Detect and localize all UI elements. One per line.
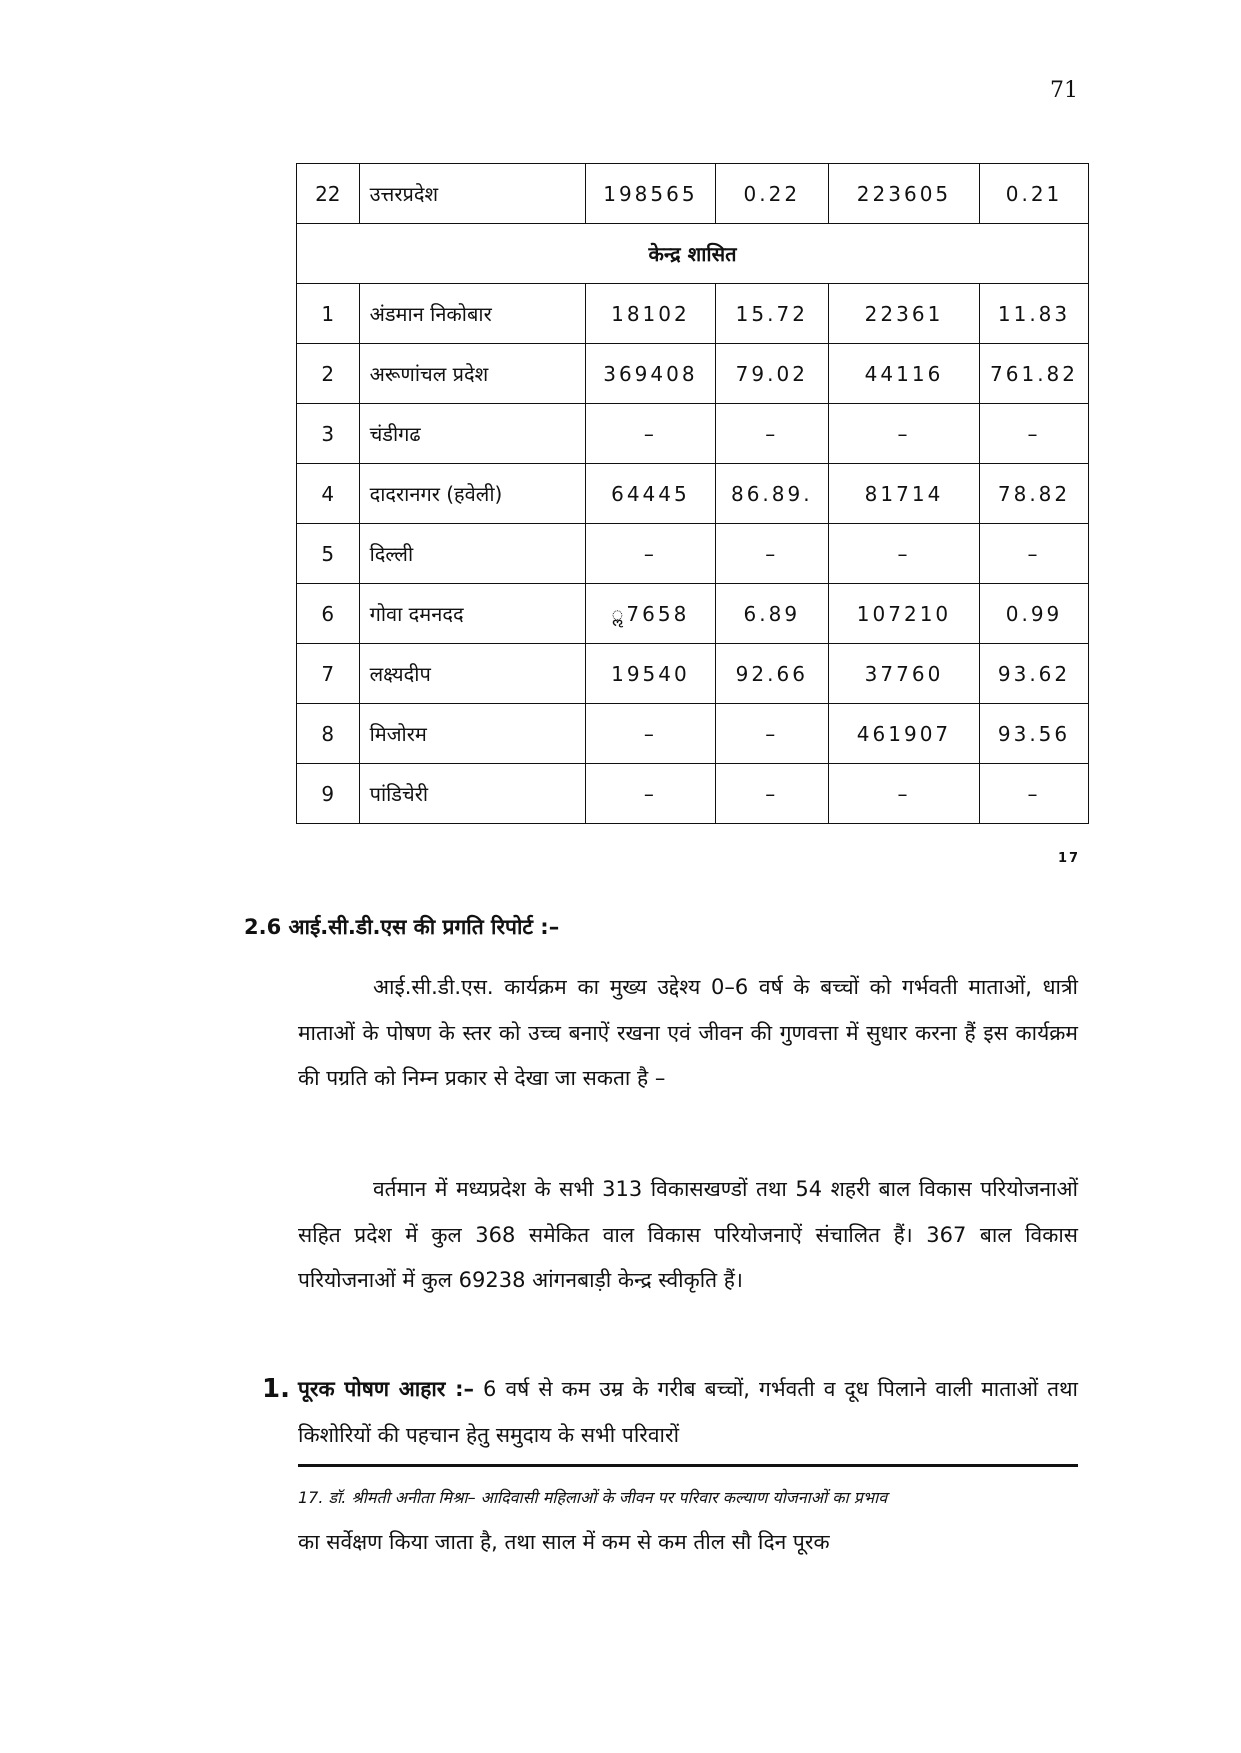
value-cell: 6.89	[715, 584, 828, 644]
value-cell: 37760	[828, 644, 979, 704]
value-cell: –	[586, 764, 715, 824]
name-cell: अरूणांचल प्रदेश	[359, 344, 586, 404]
name-cell: मिजोरम	[359, 704, 586, 764]
table-row	[297, 404, 1089, 464]
sno-cell: 7	[297, 644, 360, 704]
value-cell: 15.72	[715, 284, 828, 344]
table-row	[297, 644, 1089, 704]
table-row	[297, 464, 1089, 524]
name-cell: दिल्ली	[359, 524, 586, 584]
footnote: 17. डॉ. श्रीमती अनीता मिश्रा– आदिवासी महिलाओं के जीवन पर परिवार कल्याण योजनाओं का प्रभाव	[298, 1488, 888, 1507]
page-number: 71	[1050, 78, 1078, 103]
name-cell: पांडिचेरी	[359, 764, 586, 824]
table-row	[297, 584, 1089, 644]
section-title-cell: केन्द्र शासित	[297, 224, 1089, 284]
value-cell: –	[828, 404, 979, 464]
value-cell: 0.99	[980, 584, 1089, 644]
value-cell: 64445	[586, 464, 715, 524]
value-cell: 107210	[828, 584, 979, 644]
value-cell: –	[828, 764, 979, 824]
value-cell: 78.82	[980, 464, 1089, 524]
name-cell: चंडीगढ	[359, 404, 586, 464]
list-item-number: 1.	[262, 1374, 290, 1404]
name-cell: गोवा दमनदद	[359, 584, 586, 644]
list-item-title: पूरक पोषण आहार :–	[298, 1377, 474, 1401]
sno-cell: 22	[297, 164, 360, 224]
name-cell: लक्ष्यदीप	[359, 644, 586, 704]
table-note: 17	[1058, 851, 1081, 866]
sno-cell: 2	[297, 344, 360, 404]
value-cell: 93.62	[980, 644, 1089, 704]
value-cell: 0.21	[980, 164, 1089, 224]
data-table	[296, 163, 1089, 824]
value-cell: 198565	[586, 164, 715, 224]
name-cell: अंडमान निकोबार	[359, 284, 586, 344]
value-cell: 92.66	[715, 644, 828, 704]
value-cell: 79.02	[715, 344, 828, 404]
table-row	[297, 524, 1089, 584]
value-cell: –	[715, 764, 828, 824]
list-item-text: 6 वर्ष से कम उम्र के गरीब बच्चों, गर्भवती व दूध पिलाने वाली माताओं तथा किशोरियों की पहचान हेतु समुदाय के सभी परिवारों	[298, 1377, 1078, 1447]
table-row	[297, 704, 1089, 764]
value-cell: 86.89.	[715, 464, 828, 524]
value-cell: –	[715, 404, 828, 464]
table-row	[297, 764, 1089, 824]
value-cell: –	[586, 404, 715, 464]
value-cell: –	[828, 524, 979, 584]
value-cell: 44116	[828, 344, 979, 404]
value-cell: 369408	[586, 344, 715, 404]
value-cell: 461907	[828, 704, 979, 764]
value-cell: 11.83	[980, 284, 1089, 344]
paragraph-1: आई.सी.डी.एस. कार्यक्रम का मुख्य उद्देश्य 0–6 वर्ष के बच्चों को गर्भवती माताओं, धात्री माताओं के पोषण के स्तर को उच्च बनाऐं रखना एवं जीवन की गुणवत्ता में सुधार करना हैं इस कार्यक्रम की पग्रति को निम्न प्रकार से देखा जा सकता है –	[298, 975, 1078, 1090]
sno-cell: 8	[297, 704, 360, 764]
value-cell: 93.56	[980, 704, 1089, 764]
paragraph-2: वर्तमान में मध्यप्रदेश के सभी 313 विकासखण्डों तथा 54 शहरी बाल विकास परियोजनाओं सहित प्रदेश में कुल 368 समेकित वाल विकास परियोजनाऐं संचालित हैं। 367 बाल विकास परियोजनाओं में कुल 69238 आंगनबाड़ी केन्द्र स्वीकृति हैं।	[298, 1177, 1078, 1292]
table-row	[297, 164, 1089, 224]
table-section-row	[297, 224, 1089, 284]
value-cell: 223605	[828, 164, 979, 224]
section-heading: 2.6 आई.सी.डी.एस की प्रगति रिपोर्ट :–	[244, 915, 560, 939]
sno-cell: 3	[297, 404, 360, 464]
value-cell: –	[586, 524, 715, 584]
table-body	[297, 164, 1089, 824]
sno-cell: 5	[297, 524, 360, 584]
value-cell: 18102	[586, 284, 715, 344]
value-cell: 81714	[828, 464, 979, 524]
list-item-body	[298, 1367, 1078, 1458]
sno-cell: 9	[297, 764, 360, 824]
name-cell: उत्तरप्रदेश	[359, 164, 586, 224]
value-cell: –	[586, 704, 715, 764]
value-cell: 0.22	[715, 164, 828, 224]
value-cell: ॢ7658	[586, 584, 715, 644]
table-row	[297, 344, 1089, 404]
table-row	[297, 284, 1089, 344]
list-item-1	[262, 1367, 1078, 1458]
value-cell: –	[980, 764, 1089, 824]
footnote-divider	[298, 1464, 1078, 1467]
continuation-text: का सर्वेक्षण किया जाता है, तथा साल में कम से कम तील सौ दिन पूरक	[298, 1530, 830, 1554]
value-cell: –	[715, 524, 828, 584]
value-cell: 761.82	[980, 344, 1089, 404]
sno-cell: 6	[297, 584, 360, 644]
value-cell: –	[980, 524, 1089, 584]
value-cell: –	[980, 404, 1089, 464]
name-cell: दादरानगर (हवेली)	[359, 464, 586, 524]
sno-cell: 1	[297, 284, 360, 344]
value-cell: 19540	[586, 644, 715, 704]
value-cell: –	[715, 704, 828, 764]
value-cell: 22361	[828, 284, 979, 344]
sno-cell: 4	[297, 464, 360, 524]
